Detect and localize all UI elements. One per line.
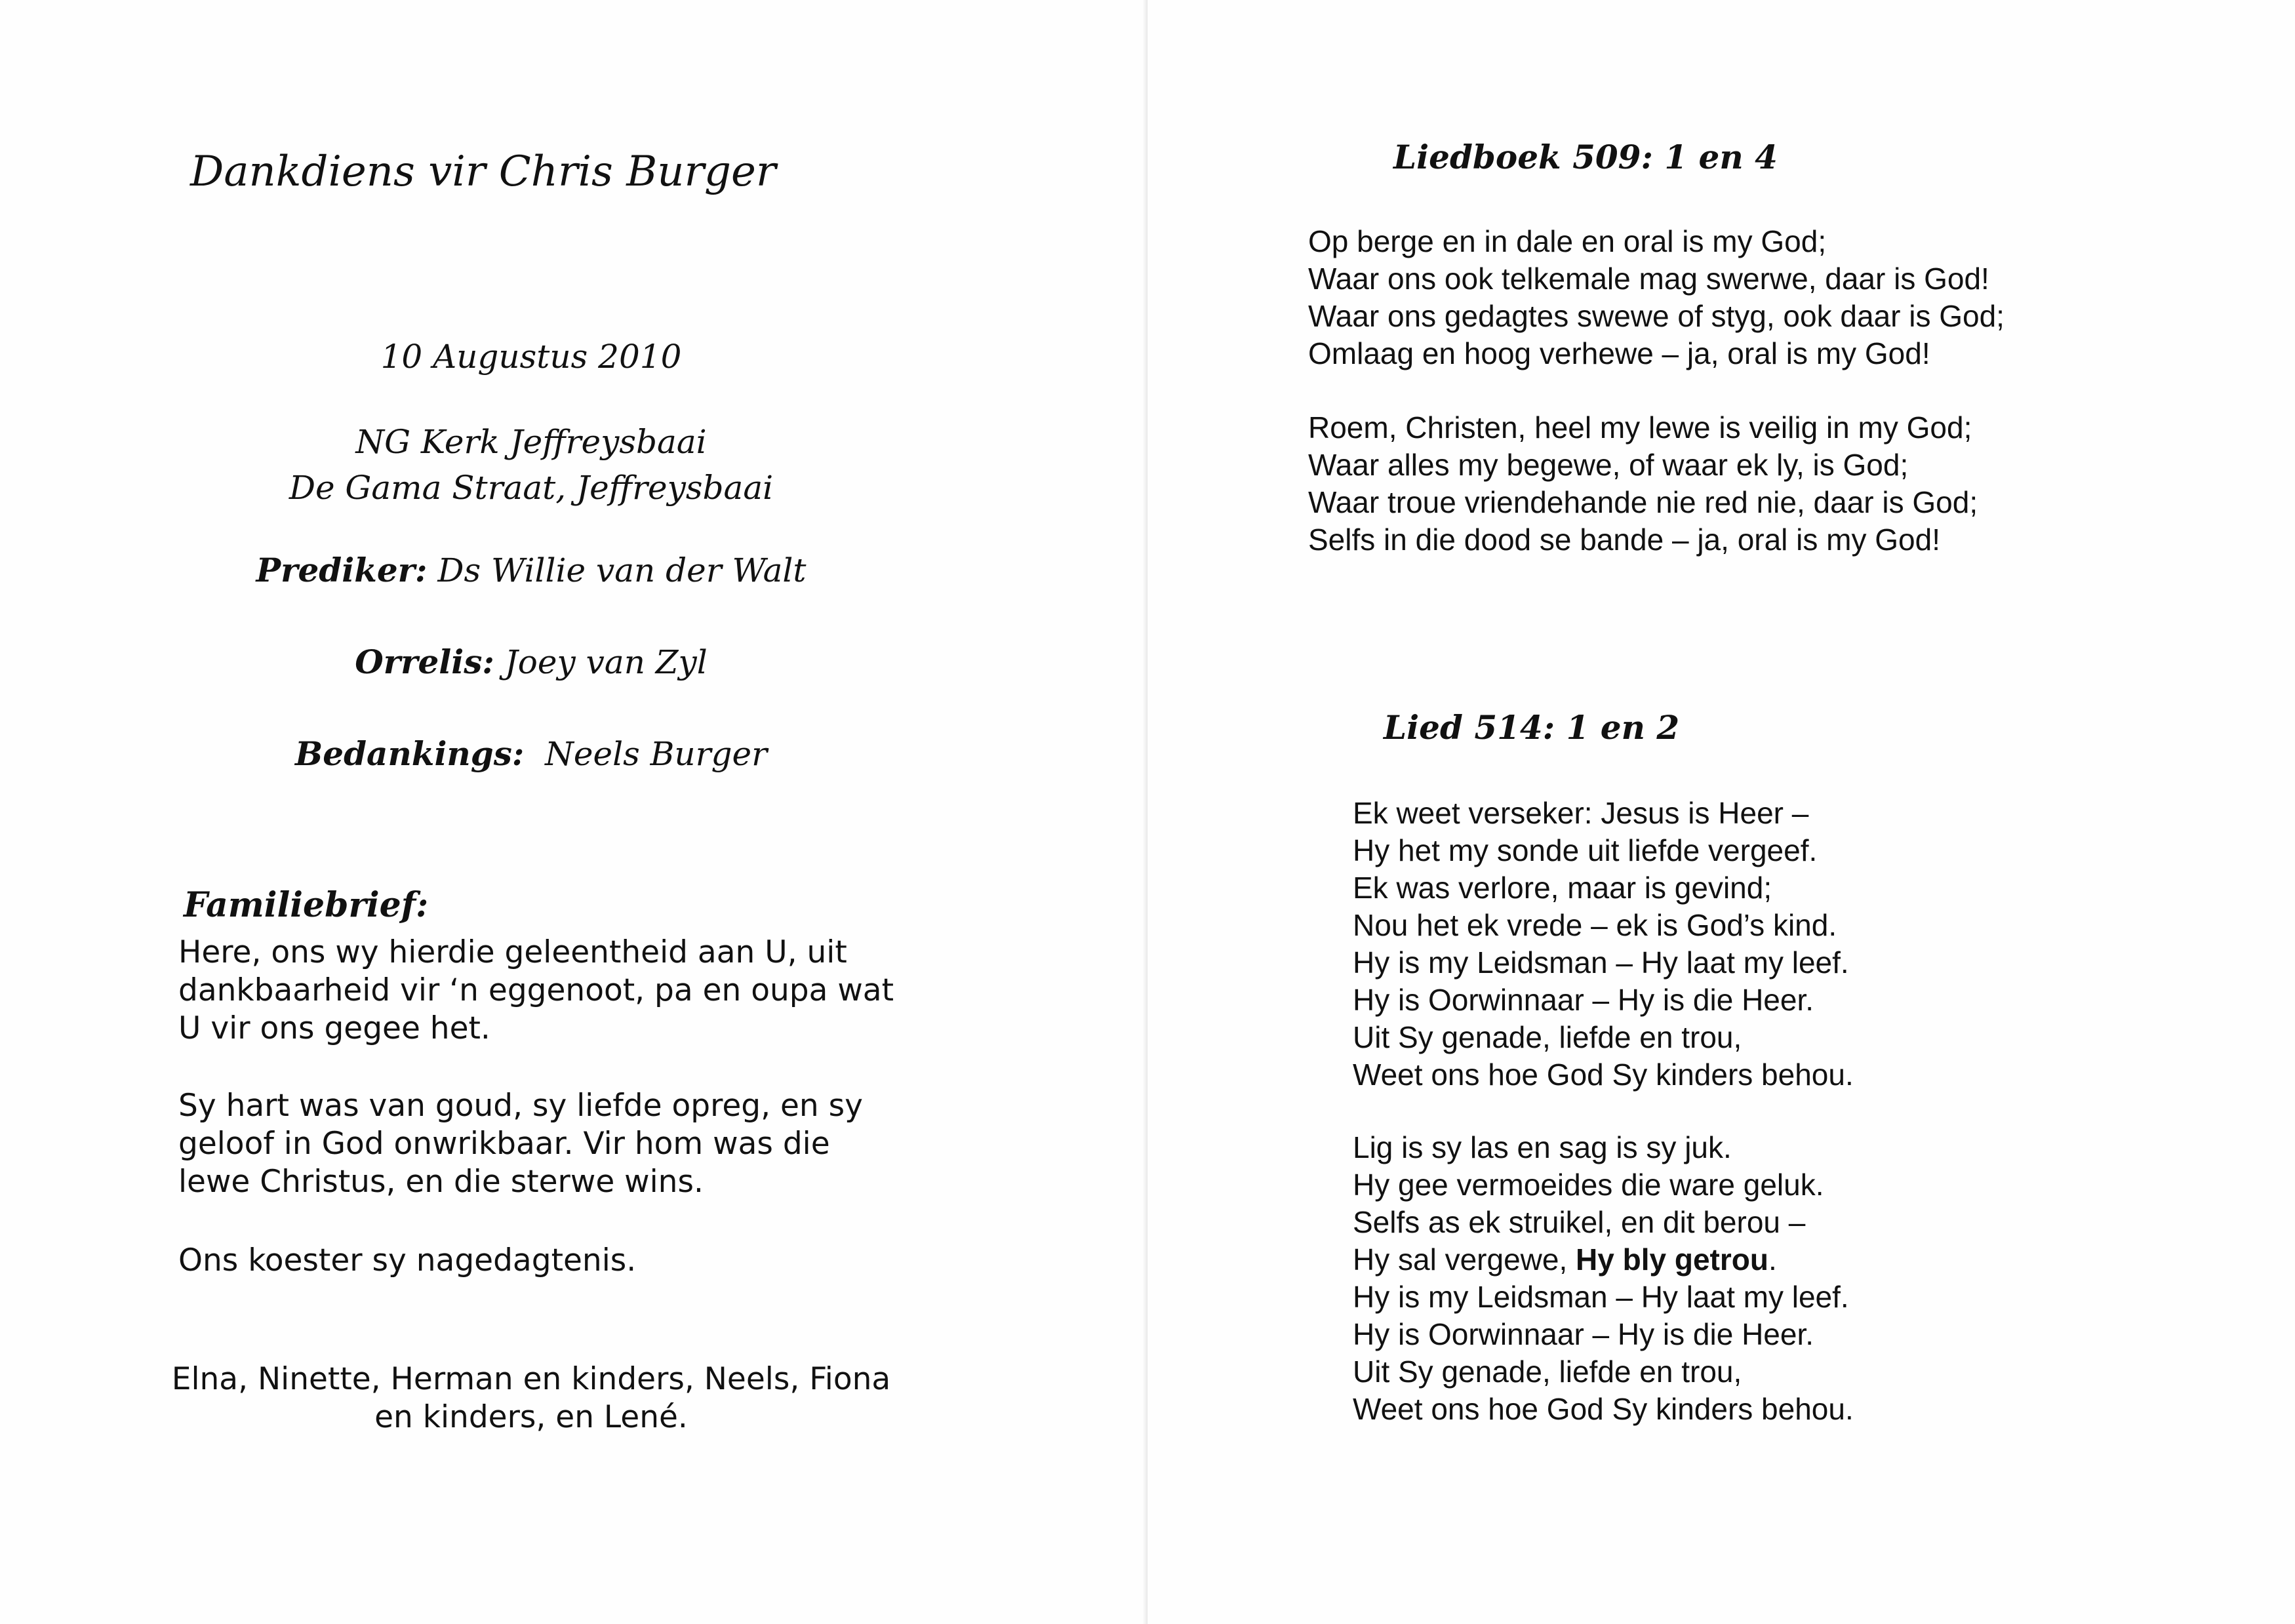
verse-line-end: . — [1768, 1242, 1777, 1277]
thanks-label: Bedankings: — [295, 734, 525, 773]
verse-line: Selfs as ek struikel, en dit berou – — [1353, 1205, 1806, 1239]
verse-line: Roem, Christen, heel my lewe is veilig in my God; — [1308, 410, 1972, 445]
thanks-name: Neels Burger — [545, 735, 767, 773]
hymn-1-verse-2 — [1308, 409, 1978, 559]
preacher-name: Ds Willie van der Walt — [437, 551, 807, 589]
letter-line: dankbaarheid vir ‘n eggenoot, pa en oupa wat — [178, 972, 894, 1008]
verse-line: Waar ons gedagtes swewe of styg, ook daar is God; — [1308, 299, 2005, 333]
verse-line: Hy gee vermoeides die ware geluk. — [1353, 1168, 1824, 1202]
verse-line: Weet ons hoe God Sy kinders behou. — [1353, 1392, 1854, 1426]
hymn-2-title — [1384, 708, 1679, 747]
verse-line: Uit Sy genade, liefde en trou, — [1353, 1355, 1742, 1389]
letter-line: geloof in God onwrikbaar. Vir hom was die — [178, 1126, 830, 1162]
letter-line: Here, ons wy hierdie geleentheid aan U, uit — [178, 934, 847, 970]
letter-paragraph-1 — [178, 934, 894, 1048]
verse-line: Uit Sy genade, liefde en trou, — [1353, 1020, 1742, 1054]
verse-line: Nou het ek vrede – ek is God’s kind. — [1353, 908, 1837, 942]
signatures — [105, 1360, 957, 1436]
letter-line: Sy hart was van goud, sy liefde opreg, en sy — [178, 1088, 863, 1124]
service-date: 10 Augustus 2010 — [380, 338, 682, 376]
hymn-1-title-text: Liedboek 509: 1 en 4 — [1393, 138, 1778, 176]
verse-line: Waar alles my begewe, of waar ek ly, is God; — [1308, 448, 1909, 482]
verse-line: Hy is Oorwinnaar – Hy is die Heer. — [1353, 1317, 1814, 1351]
verse-line-normal: Hy sal vergewe, — [1353, 1242, 1576, 1277]
verse-line: Waar ons ook telkemale mag swerwe, daar is God! — [1308, 262, 1989, 296]
verse-line: Waar troue vriendehande nie red nie, daar is God; — [1308, 485, 1978, 519]
page-title: Dankdiens vir Chris Burger — [190, 148, 776, 196]
organist-line — [105, 643, 957, 681]
organist-label: Orrelis: — [355, 643, 494, 681]
letter-line: U vir ons gegee het. — [178, 1010, 490, 1046]
verse-line — [1353, 1241, 1854, 1278]
preacher-label: Prediker: — [256, 551, 428, 589]
verse-line: Hy het my sonde uit liefde vergeef. — [1353, 833, 1818, 867]
church-name: NG Kerk Jeffreysbaai — [355, 423, 707, 461]
verse-line: Ek was verlore, maar is gevind; — [1353, 871, 1772, 905]
letter-line: lewe Christus, en die sterwe wins. — [178, 1164, 704, 1200]
hymn-1-verse-1 — [1308, 223, 2005, 372]
letter-heading: Familiebrief: — [184, 885, 429, 925]
verse-line: Hy is my Leidsman – Hy laat my leef. — [1353, 1280, 1849, 1314]
thanks-line — [105, 734, 957, 773]
verse-line: Lig is sy las en sag is sy juk. — [1353, 1130, 1732, 1164]
organist-name: Joey van Zyl — [504, 643, 708, 681]
verse-line: Ek weet verseker: Jesus is Heer – — [1353, 796, 1809, 830]
right-page — [1148, 0, 2295, 1624]
verse-line-emphasis: Hy bly getrou — [1576, 1242, 1768, 1277]
verse-line: Weet ons hoe God Sy kinders behou. — [1353, 1058, 1854, 1092]
verse-line: Hy is my Leidsman – Hy laat my leef. — [1353, 945, 1849, 980]
hymn-2-verse-1 — [1353, 795, 1854, 1094]
hymn-1-title — [1393, 138, 1778, 176]
preacher-line — [105, 551, 957, 589]
church-address: De Gama Straat, Jeffreysbaai — [289, 469, 774, 507]
verse-line: Omlaag en hoog verhewe – ja, oral is my God! — [1308, 336, 1930, 370]
signature-line: en kinders, en Lené. — [374, 1399, 688, 1435]
verse-line: Selfs in die dood se bande – ja, oral is my God! — [1308, 523, 1941, 557]
hymn-2-title-text: Lied 514: 1 en 2 — [1384, 708, 1680, 747]
hymn-2-verse-2 — [1353, 1129, 1854, 1428]
signature-line: Elna, Ninette, Herman en kinders, Neels, Fiona — [171, 1361, 891, 1397]
letter-paragraph-3: Ons koester sy nagedagtenis. — [178, 1242, 637, 1278]
letter-paragraph-2 — [178, 1087, 863, 1201]
verse-line: Hy is Oorwinnaar – Hy is die Heer. — [1353, 983, 1814, 1017]
verse-line: Op berge en in dale en oral is my God; — [1308, 224, 1827, 258]
